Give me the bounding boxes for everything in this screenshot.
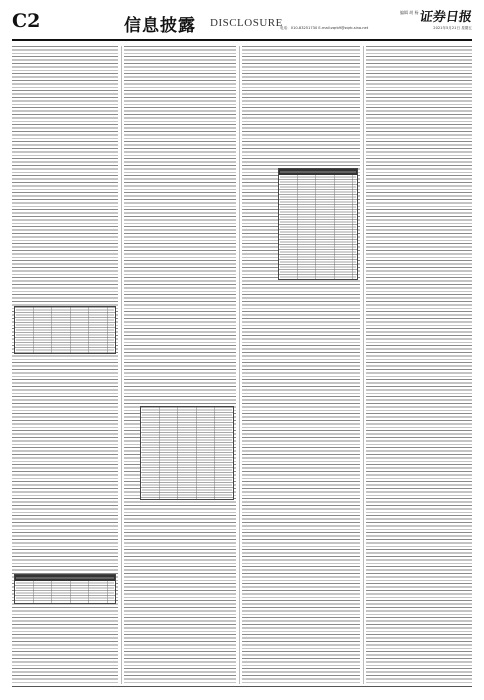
text-column-2 bbox=[124, 46, 236, 684]
text-column-3 bbox=[242, 46, 360, 684]
data-table bbox=[14, 306, 116, 354]
data-table bbox=[278, 168, 358, 280]
editor-credit: 编辑 胡 杨 bbox=[400, 10, 419, 15]
data-table bbox=[14, 574, 116, 604]
section-title-english: DISCLOSURE bbox=[210, 17, 283, 29]
body-text-block bbox=[366, 46, 472, 684]
footer-rule bbox=[12, 686, 472, 687]
body-text-block bbox=[242, 46, 360, 684]
body-text-block bbox=[124, 46, 236, 684]
section-title: 信息披露 bbox=[124, 16, 196, 36]
paper-logo: 证券日报 bbox=[418, 10, 473, 25]
column-divider bbox=[121, 46, 122, 684]
text-column-4 bbox=[366, 46, 472, 684]
data-table bbox=[140, 406, 234, 500]
page-number: C2 bbox=[12, 10, 41, 32]
issue-date: 2021年5月21日 星期五 bbox=[433, 26, 472, 30]
contact-info: 电话：010-83251730 E-mail:zqrb9@zqrb.sina.net bbox=[280, 26, 369, 30]
masthead bbox=[12, 4, 472, 38]
text-column-1 bbox=[12, 46, 118, 684]
header-rule bbox=[12, 39, 472, 41]
column-divider bbox=[363, 46, 364, 684]
column-divider bbox=[239, 46, 240, 684]
